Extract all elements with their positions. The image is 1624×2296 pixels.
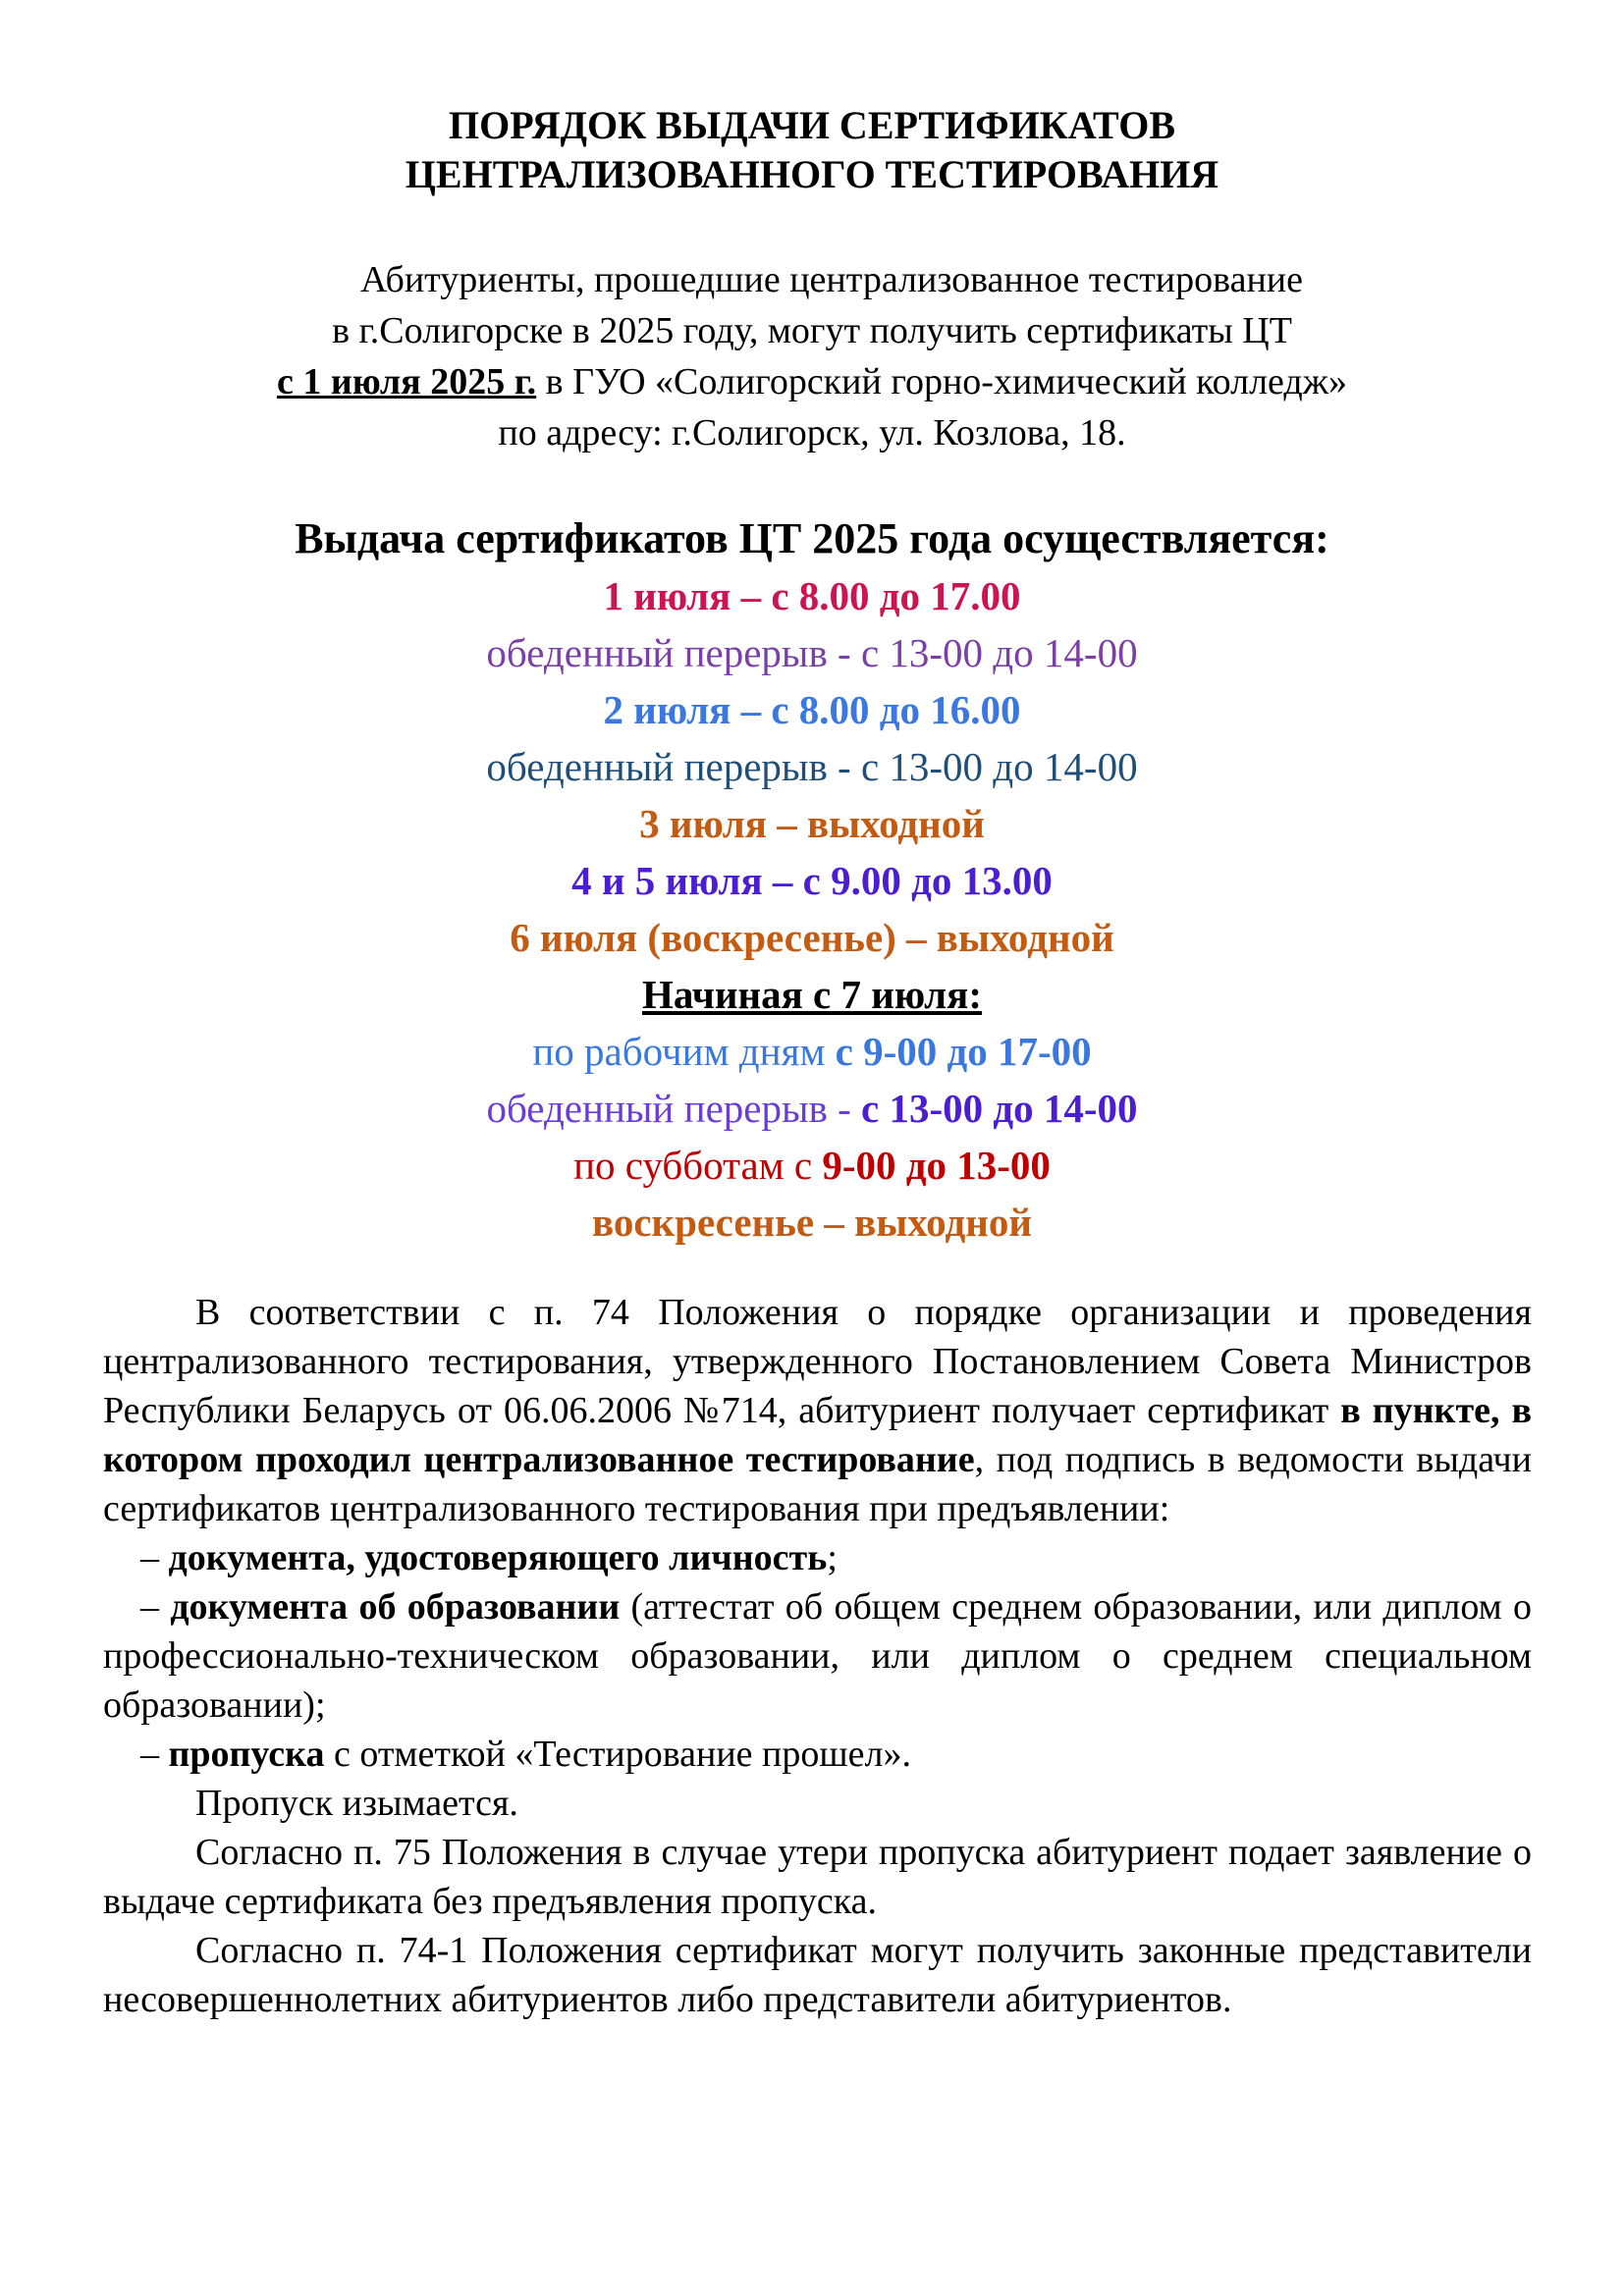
p1-bold: в пункте, в котором проходил централизованное тестирование (103, 1390, 1532, 1480)
schedule-sunday: воскресенье – выходной (592, 1200, 1032, 1245)
schedule-block (0, 510, 1624, 1251)
title-line-2: ЦЕНТРАЛИЗОВАННОГО ТЕСТИРОВАНИЯ (405, 152, 1219, 196)
intro-line-3 (0, 356, 1624, 407)
paragraph-regulation (103, 1288, 1532, 1533)
saturdays-label: по субботам с (573, 1143, 823, 1188)
schedule-break-2: обеденный перерыв - с 13-00 до 14-00 (486, 744, 1138, 789)
intro-address: по адресу: г.Солигорск, ул. Козлова, 18. (498, 412, 1126, 454)
schedule-july-4-5: 4 и 5 июля – с 9.00 до 13.00 (571, 858, 1053, 903)
paragraph-pass-taken: Пропуск изымается. (195, 1783, 518, 1824)
paragraph-lost-pass: Согласно п. 75 Положения в случае утери пропуска абитуриент подает заявление о выдаче сертификата без предъявления пропуска. (103, 1832, 1532, 1922)
item2-rest: (аттестат об общем среднем образовании, или диплом о профессионально-техническом образовании, или диплом о среднем специальном образовании); (103, 1586, 1533, 1726)
p1-text-a: В соответствии с п. 74 Положения о порядке организации и проведения централизованного тестирования, утвержденного Постановлением Совета Министров Республики Беларусь от 06.06.2006 №714, абитуриент получает сертификат (103, 1292, 1532, 1431)
item2-bold: документа об образовании (170, 1586, 621, 1628)
start-date: с 1 июля 2025 г. (276, 361, 537, 402)
intro-line-1: Абитуриенты, прошедшие централизованное тестирование (359, 259, 1303, 300)
schedule-july-3: 3 июля – выходной (639, 801, 985, 846)
paragraph-representatives: Согласно п. 74-1 Положения сертификат могут получить законные представители несовершеннолетних абитуриентов либо представители абитуриентов. (103, 1930, 1532, 2020)
break3-time: с 13-00 до 14-00 (861, 1086, 1138, 1131)
item3-rest: с отметкой «Тестирование прошел». (324, 1734, 911, 1775)
schedule-break-1: обеденный перерыв - с 13-00 до 14-00 (486, 630, 1138, 675)
break3-label: обеденный перерыв - (486, 1086, 862, 1131)
intro-block (0, 254, 1624, 458)
weekdays-time: с 9-00 до 17-00 (835, 1029, 1092, 1074)
schedule-july-6: 6 июля (воскресенье) – выходной (510, 915, 1114, 960)
list-item-id (103, 1533, 1532, 1582)
schedule-weekdays (0, 1023, 1624, 1080)
p1-text-b: , под подпись в ведомости выдачи сертификатов централизованного тестирования при предъявлении: (103, 1439, 1532, 1529)
dash: – (140, 1586, 171, 1628)
dash: – (140, 1537, 169, 1578)
weekdays-label: по рабочим дням (532, 1029, 836, 1074)
schedule-july-2: 2 июля – с 8.00 до 16.00 (603, 687, 1021, 732)
list-item-pass (103, 1730, 1532, 1779)
item1-bold: документа, удостоверяющего личность (168, 1537, 828, 1578)
body-text (103, 1288, 1532, 2024)
schedule-from-july-7: Начиная с 7 июля: (641, 972, 983, 1017)
saturdays-time: 9-00 до 13-00 (822, 1143, 1051, 1188)
schedule-heading: Выдача сертификатов ЦТ 2025 года осуществляется: (295, 514, 1329, 562)
schedule-july-1: 1 июля – с 8.00 до 17.00 (603, 573, 1021, 618)
schedule-saturdays (0, 1137, 1624, 1194)
list-item-education (103, 1582, 1532, 1730)
schedule-break-3 (0, 1080, 1624, 1137)
title-line-1: ПОРЯДОК ВЫДАЧИ СЕРТИФИКАТОВ (448, 103, 1176, 147)
item3-bold: пропуска (168, 1734, 325, 1775)
page-title (0, 101, 1624, 199)
item1-end: ; (827, 1537, 838, 1578)
intro-line-2: в г.Солигорске в 2025 году, могут получить сертификаты ЦТ (332, 310, 1292, 351)
dash: – (140, 1734, 169, 1775)
college-name: в ГУО «Солигорский горно-химический колледж» (536, 361, 1348, 402)
